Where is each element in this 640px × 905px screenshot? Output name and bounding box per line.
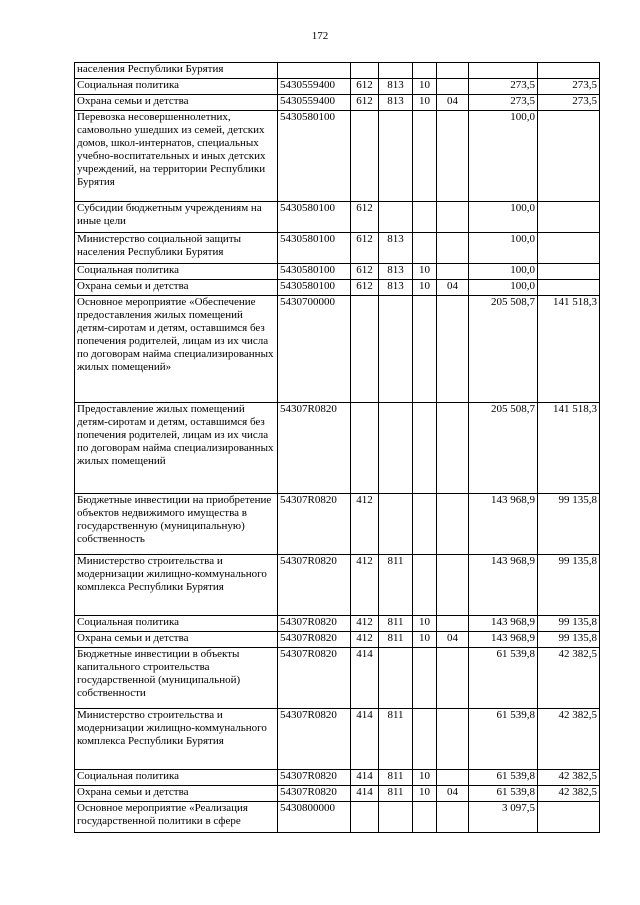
- amount-year-2: 141 518,3: [538, 296, 600, 403]
- table-row: [75, 555, 600, 616]
- subsection-code: 04: [437, 632, 469, 648]
- section-code: [413, 202, 437, 233]
- target-article-code: 5430580100: [278, 264, 351, 280]
- amount-year-2: 99 135,8: [538, 555, 600, 616]
- expense-type-code: 612: [351, 264, 379, 280]
- amount-year-1: 100,0: [469, 264, 538, 280]
- subsection-code: [437, 616, 469, 632]
- subsection-code: [437, 111, 469, 202]
- ministry-code: [379, 63, 413, 79]
- amount-year-2: [538, 202, 600, 233]
- ministry-code: 811: [379, 770, 413, 786]
- table-row: [75, 296, 600, 403]
- section-code: 10: [413, 79, 437, 95]
- item-name: Министерство социальной защиты населения Республики Бурятия: [75, 233, 278, 264]
- section-code: [413, 802, 437, 833]
- subsection-code: [437, 555, 469, 616]
- amount-year-1: 100,0: [469, 233, 538, 264]
- ministry-code: [379, 111, 413, 202]
- table-row: [75, 280, 600, 296]
- subsection-code: 04: [437, 95, 469, 111]
- expense-type-code: [351, 111, 379, 202]
- ministry-code: 811: [379, 632, 413, 648]
- section-code: [413, 709, 437, 770]
- target-article-code: 54307R0820: [278, 770, 351, 786]
- page-number: 172: [311, 30, 329, 42]
- table-row: [75, 632, 600, 648]
- ministry-code: 813: [379, 233, 413, 264]
- table-row: [75, 79, 600, 95]
- amount-year-2: [538, 802, 600, 833]
- ministry-code: 813: [379, 79, 413, 95]
- section-code: 10: [413, 280, 437, 296]
- ministry-code: [379, 802, 413, 833]
- table-row: [75, 403, 600, 494]
- item-name: Социальная политика: [75, 264, 278, 280]
- amount-year-2: [538, 63, 600, 79]
- amount-year-1: 100,0: [469, 280, 538, 296]
- expense-type-code: [351, 403, 379, 494]
- amount-year-1: 143 968,9: [469, 616, 538, 632]
- amount-year-1: 61 539,8: [469, 709, 538, 770]
- expense-type-code: [351, 63, 379, 79]
- section-code: [413, 63, 437, 79]
- amount-year-2: 42 382,5: [538, 770, 600, 786]
- target-article-code: 54307R0820: [278, 403, 351, 494]
- amount-year-1: 143 968,9: [469, 494, 538, 555]
- subsection-code: [437, 709, 469, 770]
- section-code: [413, 555, 437, 616]
- amount-year-2: 99 135,8: [538, 494, 600, 555]
- amount-year-2: [538, 280, 600, 296]
- target-article-code: 5430580100: [278, 202, 351, 233]
- section-code: 10: [413, 786, 437, 802]
- amount-year-2: 42 382,5: [538, 648, 600, 709]
- amount-year-2: 99 135,8: [538, 632, 600, 648]
- amount-year-2: [538, 233, 600, 264]
- target-article-code: 5430700000: [278, 296, 351, 403]
- table-row: [75, 202, 600, 233]
- amount-year-1: 100,0: [469, 202, 538, 233]
- item-name: Основное мероприятие «Реализация государственной политики в сфере: [75, 802, 278, 833]
- expense-type-code: 612: [351, 202, 379, 233]
- amount-year-1: 143 968,9: [469, 555, 538, 616]
- item-name: Основное мероприятие «Обеспечение предоставления жилых помещений детям-сиротам и детям, оставшимся без попечения родителей, лицам из их числа по договорам найма специализированных жилых помещений»: [75, 296, 278, 403]
- subsection-code: [437, 770, 469, 786]
- item-name: Министерство строительства и модернизации жилищно-коммунального комплекса Республики Бурятия: [75, 555, 278, 616]
- expense-type-code: 412: [351, 494, 379, 555]
- ministry-code: 813: [379, 264, 413, 280]
- expense-type-code: 612: [351, 280, 379, 296]
- subsection-code: [437, 296, 469, 403]
- item-name: Бюджетные инвестиции в объекты капитального строительства государственной (муниципальной) собственности: [75, 648, 278, 709]
- table-row: [75, 63, 600, 79]
- subsection-code: [437, 648, 469, 709]
- expense-type-code: 412: [351, 632, 379, 648]
- amount-year-1: 273,5: [469, 95, 538, 111]
- expense-type-code: 414: [351, 648, 379, 709]
- amount-year-1: 3 097,5: [469, 802, 538, 833]
- section-code: 10: [413, 632, 437, 648]
- target-article-code: 54307R0820: [278, 786, 351, 802]
- item-name: Бюджетные инвестиции на приобретение объектов недвижимого имущества в государственную (муниципальную) собственность: [75, 494, 278, 555]
- item-name: Охрана семьи и детства: [75, 280, 278, 296]
- amount-year-1: 205 508,7: [469, 403, 538, 494]
- subsection-code: [437, 264, 469, 280]
- budget-table-body: [75, 63, 600, 833]
- ministry-code: [379, 202, 413, 233]
- expense-type-code: [351, 802, 379, 833]
- target-article-code: 54307R0820: [278, 555, 351, 616]
- amount-year-1: 205 508,7: [469, 296, 538, 403]
- expense-type-code: 412: [351, 616, 379, 632]
- item-name: Перевозка несовершеннолетних, самовольно ушедших из семей, детских домов, школ-интернатов, специальных учебно-воспитательных и иных детских учреждений, на территории Республики Бурятия: [75, 111, 278, 202]
- amount-year-1: 143 968,9: [469, 632, 538, 648]
- amount-year-2: 42 382,5: [538, 786, 600, 802]
- subsection-code: 04: [437, 786, 469, 802]
- section-code: [413, 233, 437, 264]
- target-article-code: 5430580100: [278, 280, 351, 296]
- section-code: [413, 111, 437, 202]
- expense-type-code: 414: [351, 786, 379, 802]
- amount-year-1: 273,5: [469, 79, 538, 95]
- item-name: Социальная политика: [75, 770, 278, 786]
- amount-year-2: 99 135,8: [538, 616, 600, 632]
- target-article-code: 5430800000: [278, 802, 351, 833]
- expense-type-code: 414: [351, 709, 379, 770]
- section-code: [413, 494, 437, 555]
- ministry-code: 811: [379, 555, 413, 616]
- table-row: [75, 233, 600, 264]
- amount-year-2: [538, 264, 600, 280]
- expense-type-code: 612: [351, 233, 379, 264]
- target-article-code: [278, 63, 351, 79]
- item-name: Социальная политика: [75, 79, 278, 95]
- section-code: 10: [413, 264, 437, 280]
- amount-year-2: 273,5: [538, 79, 600, 95]
- section-code: [413, 403, 437, 494]
- target-article-code: 54307R0820: [278, 632, 351, 648]
- item-name: Охрана семьи и детства: [75, 786, 278, 802]
- subsection-code: [437, 494, 469, 555]
- subsection-code: [437, 202, 469, 233]
- expense-type-code: 412: [351, 555, 379, 616]
- subsection-code: [437, 403, 469, 494]
- expense-type-code: 612: [351, 95, 379, 111]
- amount-year-2: [538, 111, 600, 202]
- item-name: Социальная политика: [75, 616, 278, 632]
- table-row: [75, 648, 600, 709]
- item-name: Охрана семьи и детства: [75, 95, 278, 111]
- amount-year-1: 61 539,8: [469, 786, 538, 802]
- subsection-code: [437, 802, 469, 833]
- section-code: 10: [413, 770, 437, 786]
- item-name: Предоставление жилых помещений детям-сиротам и детям, оставшимся без попечения родителей, лицам из их числа по договорам найма специализированных жилых помещений: [75, 403, 278, 494]
- target-article-code: 54307R0820: [278, 648, 351, 709]
- subsection-code: [437, 79, 469, 95]
- table-row: [75, 264, 600, 280]
- expense-type-code: 612: [351, 79, 379, 95]
- ministry-code: 811: [379, 709, 413, 770]
- subsection-code: [437, 233, 469, 264]
- ministry-code: [379, 648, 413, 709]
- amount-year-2: 141 518,3: [538, 403, 600, 494]
- ministry-code: 811: [379, 786, 413, 802]
- expense-type-code: [351, 296, 379, 403]
- ministry-code: 813: [379, 280, 413, 296]
- ministry-code: 813: [379, 95, 413, 111]
- item-name: населения Республики Бурятия: [75, 63, 278, 79]
- target-article-code: 5430580100: [278, 233, 351, 264]
- amount-year-1: 61 539,8: [469, 648, 538, 709]
- ministry-code: 811: [379, 616, 413, 632]
- target-article-code: 54307R0820: [278, 616, 351, 632]
- table-row: [75, 786, 600, 802]
- table-row: [75, 494, 600, 555]
- section-code: 10: [413, 616, 437, 632]
- target-article-code: 54307R0820: [278, 709, 351, 770]
- amount-year-2: 42 382,5: [538, 709, 600, 770]
- table-row: [75, 616, 600, 632]
- table-row: [75, 111, 600, 202]
- subsection-code: [437, 63, 469, 79]
- table-row: [75, 770, 600, 786]
- ministry-code: [379, 296, 413, 403]
- amount-year-2: 273,5: [538, 95, 600, 111]
- target-article-code: 5430580100: [278, 111, 351, 202]
- section-code: 10: [413, 95, 437, 111]
- item-name: Министерство строительства и модернизации жилищно-коммунального комплекса Республики Бурятия: [75, 709, 278, 770]
- target-article-code: 5430559400: [278, 79, 351, 95]
- section-code: [413, 296, 437, 403]
- budget-table: [74, 62, 600, 833]
- item-name: Субсидии бюджетным учреждениям на иные цели: [75, 202, 278, 233]
- table-row: [75, 95, 600, 111]
- subsection-code: 04: [437, 280, 469, 296]
- amount-year-1: 61 539,8: [469, 770, 538, 786]
- table-row: [75, 802, 600, 833]
- amount-year-1: 100,0: [469, 111, 538, 202]
- target-article-code: 54307R0820: [278, 494, 351, 555]
- ministry-code: [379, 494, 413, 555]
- target-article-code: 5430559400: [278, 95, 351, 111]
- table-row: [75, 709, 600, 770]
- item-name: Охрана семьи и детства: [75, 632, 278, 648]
- section-code: [413, 648, 437, 709]
- expense-type-code: 414: [351, 770, 379, 786]
- ministry-code: [379, 403, 413, 494]
- amount-year-1: [469, 63, 538, 79]
